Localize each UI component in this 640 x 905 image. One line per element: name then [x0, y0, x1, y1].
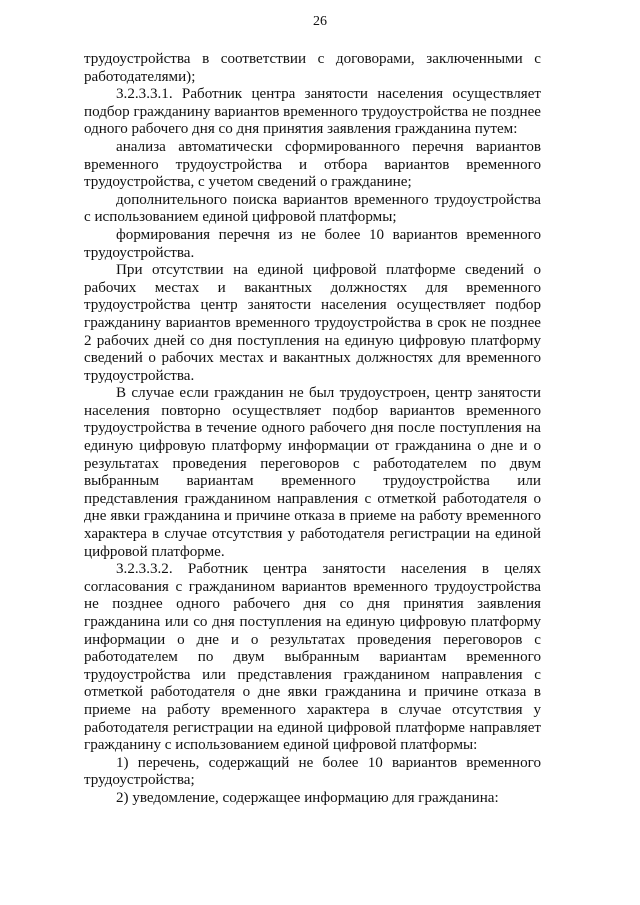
paragraph-additional-search: дополнительного поиска вариантов временного трудоустройства с использованием единой цифровой платформы; [84, 191, 541, 226]
paragraph-3-2-3-3-2: 3.2.3.3.2. Работник центра занятости населения в целях согласования с гражданином вариантов временного трудоустройства не позднее одного рабочего дня со дня принятия заявления гражданина или со дня поступления на единую цифровую платформу информации о дне и о результатах проведения переговоров с работодателем по двум выбранным вариантам временного трудоустройства или представления гражданином направления с отметкой работодателя о дне явки гражданина и причине отказа в приеме на работу временного характера в случае отсутствия у работодателя регистрации на единой цифровой платформе направляет гражданину с использованием единой цифровой платформы: [84, 561, 541, 754]
paragraph-continuation: трудоустройства в соответствии с договорами, заключенными с работодателями); [84, 51, 541, 85]
document-body [84, 51, 541, 808]
paragraph-item-2: 2) уведомление, содержащее информацию для гражданина: [116, 789, 499, 806]
paragraph-list-formation: формирования перечня из не более 10 вариантов временного трудоустройства. [84, 226, 541, 261]
paragraph-analysis: анализа автоматически сформированного перечня вариантов временного трудоустройства и отбора вариантов временного трудоустройства, с учетом сведений о гражданине; [84, 138, 541, 191]
page-number: 26 [313, 14, 327, 29]
paragraph-no-vacancies: При отсутствии на единой цифровой платформе сведений о рабочих местах и вакантных должностях для временного трудоустройства центр занятости населения осуществляет подбор гражданину вариантов временного трудоустройства в срок не позднее 2 рабочих дней со дня поступления на единую цифровую платформу сведений о рабочих местах и вакантных должностях для временного трудоустройства. [84, 262, 541, 384]
paragraph-3-2-3-3-1: 3.2.3.3.1. Работник центра занятости населения осуществляет подбор гражданину вариантов временного трудоустройства не позднее одного рабочего дня со дня принятия заявления гражданина путем: [84, 86, 541, 138]
paragraph-item-1: 1) перечень, содержащий не более 10 вариантов временного трудоустройства; [84, 754, 541, 789]
paragraph-repeat-selection: В случае если гражданин не был трудоустроен, центр занятости населения повторно осуществляет подбор вариантов временного трудоустройства в течение одного рабочего дня после поступления на единую цифровую платформу информации от гражданина о дне и о результатах проведения переговоров с работодателем по двум выбранным вариантам временного трудоустройства или представления гражданином направления с отметкой работодателя о дне явки гражданина и причине отказа в приеме на работу временного характера в случае отсутствия у работодателя регистрации на единой цифровой платформе. [84, 385, 541, 560]
